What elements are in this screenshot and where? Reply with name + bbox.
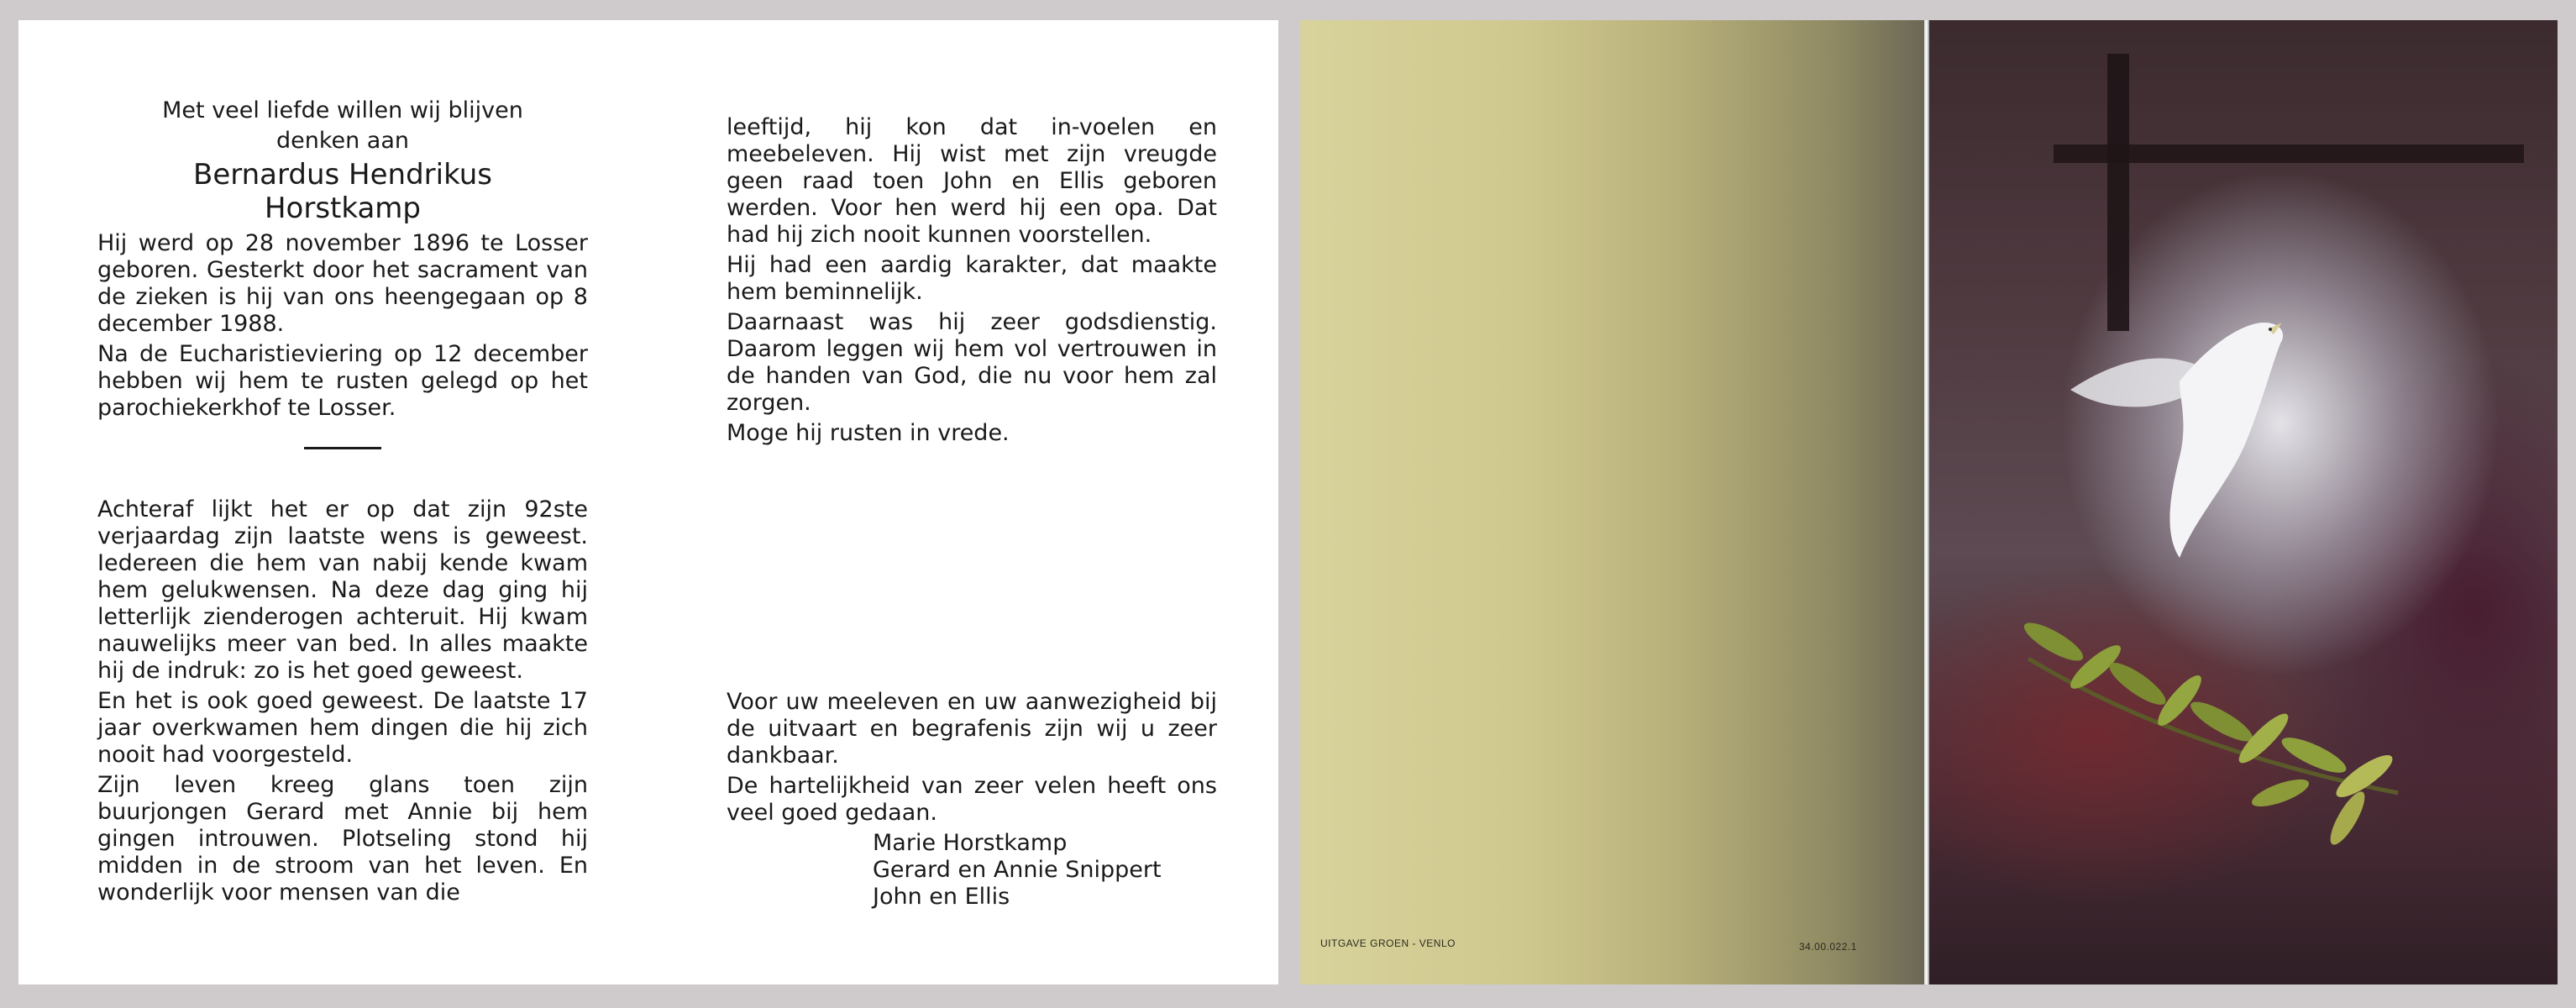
cover-illustration [1928, 20, 2558, 984]
paragraph-grandchildren: leeftijd, hij kon dat in-voelen en meebeleven. Hij wist met zijn vreugde geen raad toen John en Ellis geboren werden. Voor hen werd hij een opa. Dat had hij zich nooit kunnen voorstellen. [727, 114, 1217, 248]
signer-3: John en Ellis [873, 884, 1010, 910]
paragraph-character: Hij had een aardig karakter, dat maakte hem beminnelijk. [727, 252, 1217, 305]
paragraph-rest-in-peace: Moge hij rusten in vrede. [727, 420, 1010, 446]
paragraph-birthday: Achteraf lijkt het er op dat zijn 92ste verjaardag zijn laatste wens is geweest. Iedereen die hem van nabij kende kwam hem gelukwensen. Na deze dag ging hij letterlijk zienderogen achteruit. Hij kwam nauwelijks meer van bed. In alles maakte hij de indruk: zo is het goed geweest. [97, 496, 588, 684]
thanks-line-2: De hartelijkheid van zeer velen heeft ons veel goed gedaan. [727, 773, 1217, 826]
cross-icon [2054, 54, 2524, 331]
left-column [97, 97, 588, 910]
paragraph-burial: Na de Eucharistieviering op 12 december hebben wij hem te rusten gelegd op het parochiekerkhof te Losser. [97, 341, 588, 421]
paragraph-neighbours: Zijn leven kreeg glans toen zijn buurjongen Gerard met Annie bij hem gingen introuwen. Plotseling stond hij midden in de stroom van het leven. En wonderlijk voor mensen van die [97, 772, 588, 906]
card-fold [1924, 20, 1929, 984]
publisher-imprint: UITGAVE GROEN - VENLO [1320, 937, 1456, 949]
intro-line-2: denken aan [275, 128, 410, 154]
dove-icon [2070, 323, 2283, 558]
divider [304, 447, 381, 449]
signer-1: Marie Horstkamp [873, 830, 1068, 856]
paragraph-faith: Daarnaast was hij zeer godsdienstig. Daarom leggen wij hem vol vertrouwen in de handen van God, die nu voor hem zal zorgen. [727, 309, 1217, 416]
deceased-name-line-1: Bernardus Hendrikus [193, 158, 492, 192]
text-page [18, 20, 1278, 984]
right-column [727, 114, 1217, 450]
paragraph-last-years: En het is ook goed geweest. De laatste 17 jaar overkwamen hem dingen die hij zich nooit had voorgesteld. [97, 688, 588, 768]
paragraph-birth: Hij werd op 28 november 1896 te Losser geboren. Gesterkt door het sacrament van de zieken is hij van ons heengegaan op 8 december 1988. [97, 230, 588, 337]
signer-2: Gerard en Annie Snippert [873, 857, 1162, 883]
card-code: 34.00.022.1 [1799, 941, 1857, 953]
thanks-block [727, 689, 1217, 911]
intro-line-1: Met veel liefde willen wij blijven [162, 97, 523, 123]
memorial-card-cover [1300, 20, 2558, 984]
deceased-name [97, 158, 588, 225]
olive-branch-icon [2019, 617, 2398, 849]
deceased-name-line-2: Horstkamp [264, 192, 422, 225]
thanks-line-1: Voor uw meeleven en uw aanwezigheid bij de uitvaart en begrafenis zijn wij u zeer dankbaar. [727, 689, 1217, 769]
card-back-panel [1300, 20, 1928, 984]
signers [873, 830, 1217, 911]
